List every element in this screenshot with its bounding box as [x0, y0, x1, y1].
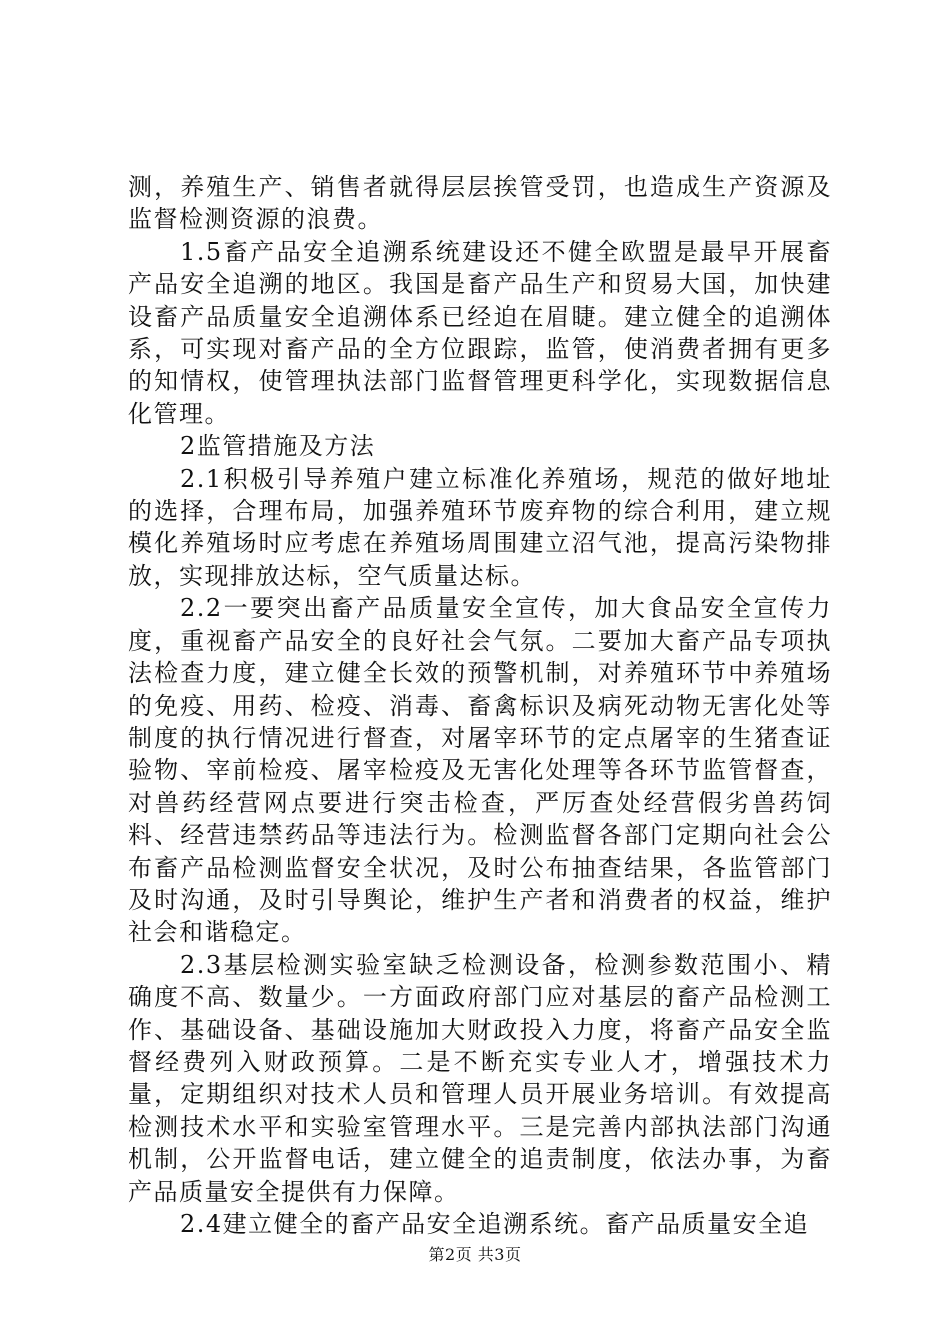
paragraph-1-5-traceability: 1.5畜产品安全追溯系统建设还不健全欧盟是最早开展畜产品安全追溯的地区。我国是畜产品生产和贸易大国，加快建设畜产品质量安全追溯体系已经迫在眉睫。建立健全的追溯体系，可实现对畜产品的全方位跟踪，监管，使消费者拥有更多的知情权，使管理执法部门监督管理更科学化，实现数据信息化管理。 — [128, 237, 832, 428]
paragraph-2-4: 2.4建立健全的畜产品安全追溯系统。畜产品质量安全追 — [180, 1210, 810, 1238]
document-body — [128, 171, 832, 1240]
paragraph-2-1: 2.1积极引导养殖户建立标准化养殖场，规范的做好地址的选择，合理布局，加强养殖环节废弃物的综合利用，建立规模化养殖场时应考虑在养殖场周围建立沼气池，提高污染物排放，实现排放达标，空气质量达标。 — [128, 464, 832, 590]
section-heading-2: 2监管措施及方法 — [180, 432, 376, 461]
paragraph-continuation: 测，养殖生产、销售者就得层层挨管受罚，也造成生产资源及监督检测资源的浪费。 — [128, 173, 832, 234]
paragraph-2-2: 2.2一要突出畜产品质量安全宣传，加大食品安全宣传力度，重视畜产品安全的良好社会气氛。二要加大畜产品专项执法检查力度，建立健全长效的预警机制，对养殖环节中养殖场的免疫、用药、检疫、消毒、畜禽标识及病死动物无害化处等制度的执行情况进行督查，对屠宰环节的定点屠宰的生猪查证验物、宰前检疫、屠宰检疫及无害化处理等各环节监管督查，对兽药经营网点要进行突击检查，严厉查处经营假劣兽药饲料、经营违禁药品等违法行为。检测监督各部门定期向社会公布畜产品检测监督安全状况，及时公布抽查结果，各监管部门及时沟通，及时引导舆论，维护生产者和消费者的权益，维护社会和谐稳定。 — [128, 594, 832, 947]
page-number-footer: 第2页 共3页 — [428, 1245, 522, 1264]
paragraph-2-3: 2.3基层检测实验室缺乏检测设备，检测参数范围小、精确度不高、数量少。一方面政府部门应对基层的畜产品检测工作、基础设备、基础设施加大财政投入力度，将畜产品安全监督经费列入财政预算。二是不断充实专业人才，增强技术力量，定期组织对技术人员和管理人员开展业务培训。有效提高检测技术水平和实验室管理水平。三是完善内部执法部门沟通机制，公开监督电话，建立健全的追责制度，依法办事，为畜产品质量安全提供有力保障。 — [128, 950, 832, 1206]
